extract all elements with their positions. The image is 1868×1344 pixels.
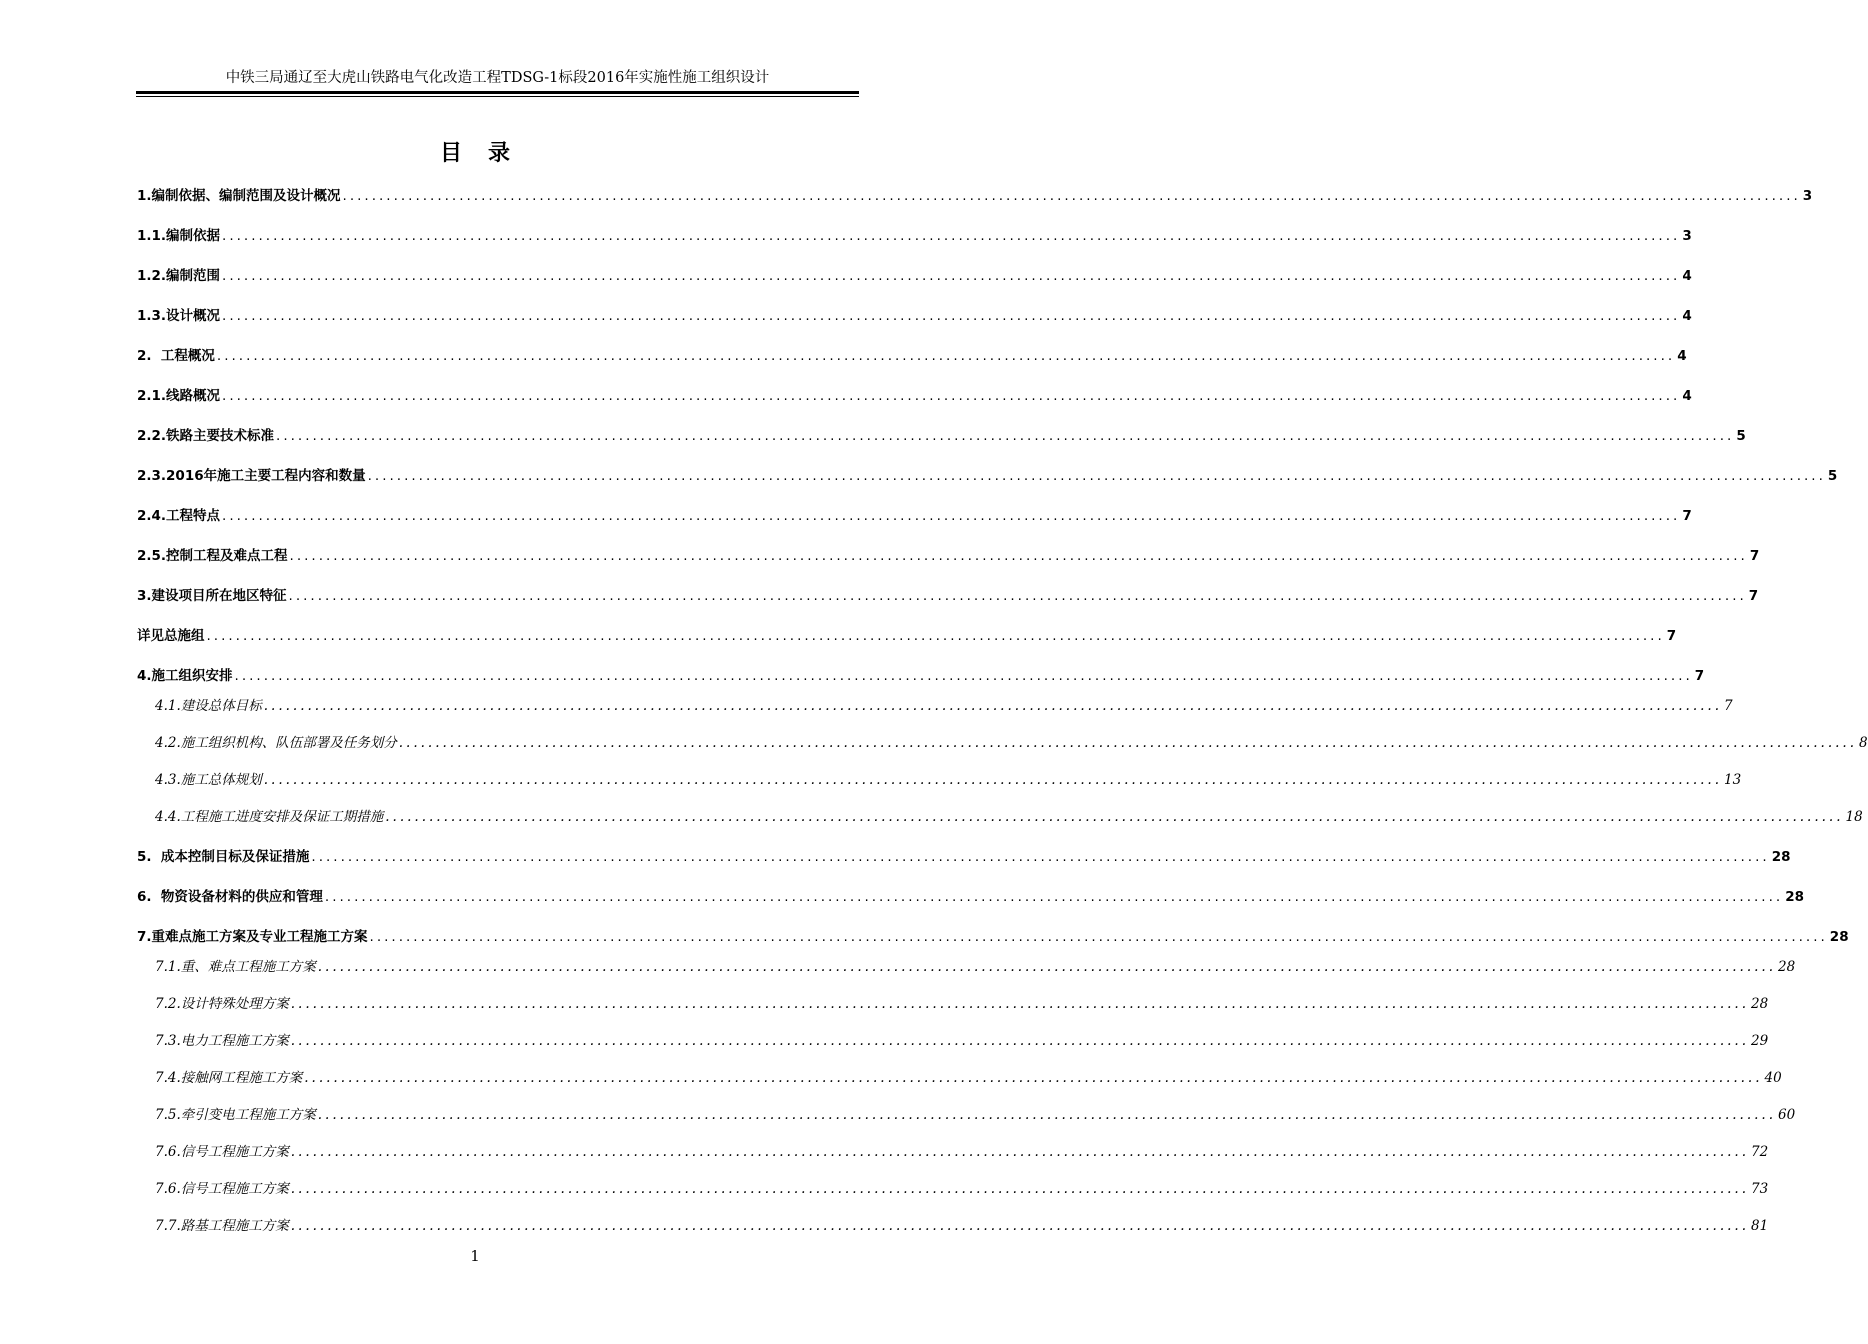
toc-entry-label: 4.2.施工组织机构、队伍部署及任务划分 — [155, 735, 397, 751]
toc-entry-page: 7 — [1749, 548, 1760, 564]
toc-entry[interactable] — [137, 504, 1692, 524]
toc-entry-page: 60 — [1778, 1107, 1796, 1123]
toc-leader-dots: ........................................................................................................................................................................................................ — [289, 548, 1748, 564]
toc-leader-dots: ........................................................................................................................................................................................................ — [222, 228, 1681, 244]
toc-entry[interactable] — [137, 184, 1813, 204]
toc-entry-page: 73 — [1751, 1181, 1769, 1197]
toc-entry-label: 7.6.信号工程施工方案 — [155, 1144, 289, 1160]
toc-entry-page: 40 — [1764, 1070, 1782, 1086]
toc-leader-dots: ........................................................................................................................................................................................................ — [317, 1107, 1777, 1123]
toc-entry-label: 1.1.编制依据 — [137, 228, 221, 244]
toc-leader-dots: ........................................................................................................................................................................................................ — [342, 188, 1801, 204]
toc-leader-dots: ........................................................................................................................................................................................................ — [290, 1144, 1750, 1160]
toc-entry-page: 4 — [1682, 388, 1692, 404]
page-header: 中铁三局通辽至大虎山铁路电气化改造工程TDSG-1标段2016年实施性施工组织设计 — [225, 70, 770, 86]
toc-entry-page: 28 — [1751, 996, 1769, 1012]
toc-leader-dots: ........................................................................................................................................................................................................ — [222, 388, 1681, 404]
toc-leader-dots: ........................................................................................................................................................................................................ — [317, 959, 1777, 975]
toc-leader-dots: ........................................................................................................................................................................................................ — [276, 428, 1735, 444]
toc-entry-label: 7.6.信号工程施工方案 — [155, 1181, 289, 1197]
toc-entry-label: 2.2.铁路主要技术标准 — [137, 428, 275, 444]
toc-entry-page: 7 — [1694, 668, 1705, 684]
toc-entry-page: 28 — [1771, 849, 1791, 865]
toc-entry[interactable] — [137, 664, 1705, 684]
toc-entry-label: 2.4.工程特点 — [137, 508, 221, 524]
toc-leader-dots: ........................................................................................................................................................................................................ — [234, 668, 1693, 684]
toc-entry[interactable] — [137, 344, 1687, 364]
toc-entry-page: 29 — [1751, 1033, 1769, 1049]
toc-entry-page: 4 — [1677, 348, 1687, 364]
toc-entry[interactable] — [155, 1029, 1769, 1049]
toc-leader-dots: ........................................................................................................................................................................................................ — [367, 468, 1826, 484]
toc-entry-label: 7.2.设计特殊处理方案 — [155, 996, 289, 1012]
toc-entry-label: 4.施工组织安排 — [137, 668, 233, 684]
toc-leader-dots: ........................................................................................................................................................................................................ — [222, 268, 1681, 284]
toc-entry[interactable] — [137, 544, 1760, 564]
toc-entry-page: 13 — [1724, 772, 1742, 788]
toc-leader-dots: ........................................................................................................................................................................................................ — [290, 1181, 1750, 1197]
toc-entry[interactable] — [137, 464, 1838, 484]
toc-leader-dots: ........................................................................................................................................................................................................ — [216, 348, 1676, 364]
toc-entry-label: 2.3.2016年施工主要工程内容和数量 — [137, 468, 366, 484]
toc-entry[interactable] — [155, 1066, 1782, 1086]
toc-leader-dots: ........................................................................................................................................................................................................ — [288, 588, 1747, 604]
toc-entry-label: 4.1.建设总体目标 — [155, 698, 262, 714]
toc-entry-label: 4.4.工程施工进度安排及保证工期措施 — [155, 809, 384, 825]
page-number: 1 — [470, 1247, 480, 1265]
toc-entry-label: 7.重难点施工方案及专业工程施工方案 — [137, 929, 368, 945]
toc-leader-dots: ........................................................................................................................................................................................................ — [290, 996, 1750, 1012]
toc-entry[interactable] — [155, 992, 1769, 1012]
toc-entry[interactable] — [137, 264, 1692, 284]
toc-leader-dots: ........................................................................................................................................................................................................ — [222, 308, 1681, 324]
toc-entry-page: 28 — [1785, 889, 1804, 905]
toc-entry-label: 详见总施组 — [137, 628, 205, 644]
toc-leader-dots: ........................................................................................................................................................................................................ — [369, 929, 1828, 945]
toc-entry[interactable] — [155, 1214, 1769, 1234]
toc-entry-page: 8 — [1859, 735, 1868, 751]
toc-entry-page: 5 — [1827, 468, 1838, 484]
toc-entry-label: 2.5.控制工程及难点工程 — [137, 548, 288, 564]
toc-entry[interactable] — [155, 805, 1863, 825]
toc-entry-page: 5 — [1736, 428, 1746, 444]
toc-entry-label: 7.7.路基工程施工方案 — [155, 1218, 289, 1234]
toc-entry-label: 7.5.牵引变电工程施工方案 — [155, 1107, 316, 1123]
toc-entry[interactable] — [137, 584, 1759, 604]
toc-leader-dots: ........................................................................................................................................................................................................ — [263, 698, 1723, 714]
toc-entry-page: 7 — [1666, 628, 1677, 644]
toc-leader-dots: ........................................................................................................................................................................................................ — [398, 735, 1858, 751]
toc-entry-page: 7 — [1724, 698, 1733, 714]
toc-leader-dots: ........................................................................................................................................................................................................ — [263, 772, 1723, 788]
toc-entry-label: 5. 成本控制目标及保证措施 — [137, 849, 310, 865]
toc-entry[interactable] — [137, 224, 1692, 244]
toc-entry-page: 28 — [1829, 929, 1849, 945]
toc-leader-dots: ........................................................................................................................................................................................................ — [290, 1218, 1750, 1234]
toc-entry[interactable] — [155, 694, 1733, 714]
toc-entry[interactable] — [155, 1140, 1769, 1160]
toc-leader-dots: ........................................................................................................................................................................................................ — [290, 1033, 1750, 1049]
toc-leader-dots: ........................................................................................................................................................................................................ — [304, 1070, 1763, 1086]
toc-entry-page: 81 — [1751, 1218, 1769, 1234]
toc-entry-page: 72 — [1751, 1144, 1769, 1160]
toc-entry-label: 4.3.施工总体规划 — [155, 772, 262, 788]
toc-entry[interactable] — [137, 384, 1692, 404]
toc-entry[interactable] — [155, 1177, 1769, 1197]
toc-entry[interactable] — [155, 955, 1796, 975]
toc-entry-label: 7.3.电力工程施工方案 — [155, 1033, 289, 1049]
toc-leader-dots: ........................................................................................................................................................................................................ — [206, 628, 1665, 644]
toc-entry-page: 4 — [1682, 268, 1692, 284]
toc-entry-label: 1.3.设计概况 — [137, 308, 221, 324]
toc-leader-dots: ........................................................................................................................................................................................................ — [324, 889, 1784, 905]
toc-entry-label: 7.4.接触网工程施工方案 — [155, 1070, 303, 1086]
toc-entry-label: 2.1.线路概况 — [137, 388, 221, 404]
toc-entry[interactable] — [137, 885, 1804, 905]
toc-entry-page: 7 — [1682, 508, 1692, 524]
toc-entry[interactable] — [137, 845, 1791, 865]
toc-entry[interactable] — [137, 304, 1692, 324]
toc-entry[interactable] — [137, 424, 1746, 444]
toc-entry-page: 28 — [1778, 959, 1796, 975]
toc-entry-label: 7.1.重、难点工程施工方案 — [155, 959, 316, 975]
toc-entry[interactable] — [155, 768, 1742, 788]
toc-entry-label: 3.建设项目所在地区特征 — [137, 588, 287, 604]
toc-entry-page: 3 — [1802, 188, 1813, 204]
toc-entry-page: 18 — [1845, 809, 1863, 825]
toc-entry-label: 2. 工程概况 — [137, 348, 215, 364]
toc-entry-page: 4 — [1682, 308, 1692, 324]
toc-leader-dots: ........................................................................................................................................................................................................ — [385, 809, 1844, 825]
toc-entry-label: 6. 物资设备材料的供应和管理 — [137, 889, 323, 905]
header-rule-thin — [136, 96, 859, 97]
toc-entry-page: 7 — [1748, 588, 1759, 604]
toc-entry-label: 1.2.编制范围 — [137, 268, 221, 284]
toc-entry[interactable] — [155, 1103, 1796, 1123]
toc-leader-dots: ........................................................................................................................................................................................................ — [222, 508, 1681, 524]
toc-entry-page: 3 — [1682, 228, 1692, 244]
header-rule-thick — [136, 91, 859, 94]
toc-entry[interactable] — [137, 624, 1677, 644]
toc-leader-dots: ........................................................................................................................................................................................................ — [311, 849, 1770, 865]
toc-entry[interactable] — [137, 925, 1849, 945]
toc-entry-label: 1.编制依据、编制范围及设计概况 — [137, 188, 341, 204]
toc-title: 目录 — [439, 141, 536, 166]
toc-entry[interactable] — [155, 731, 1868, 751]
